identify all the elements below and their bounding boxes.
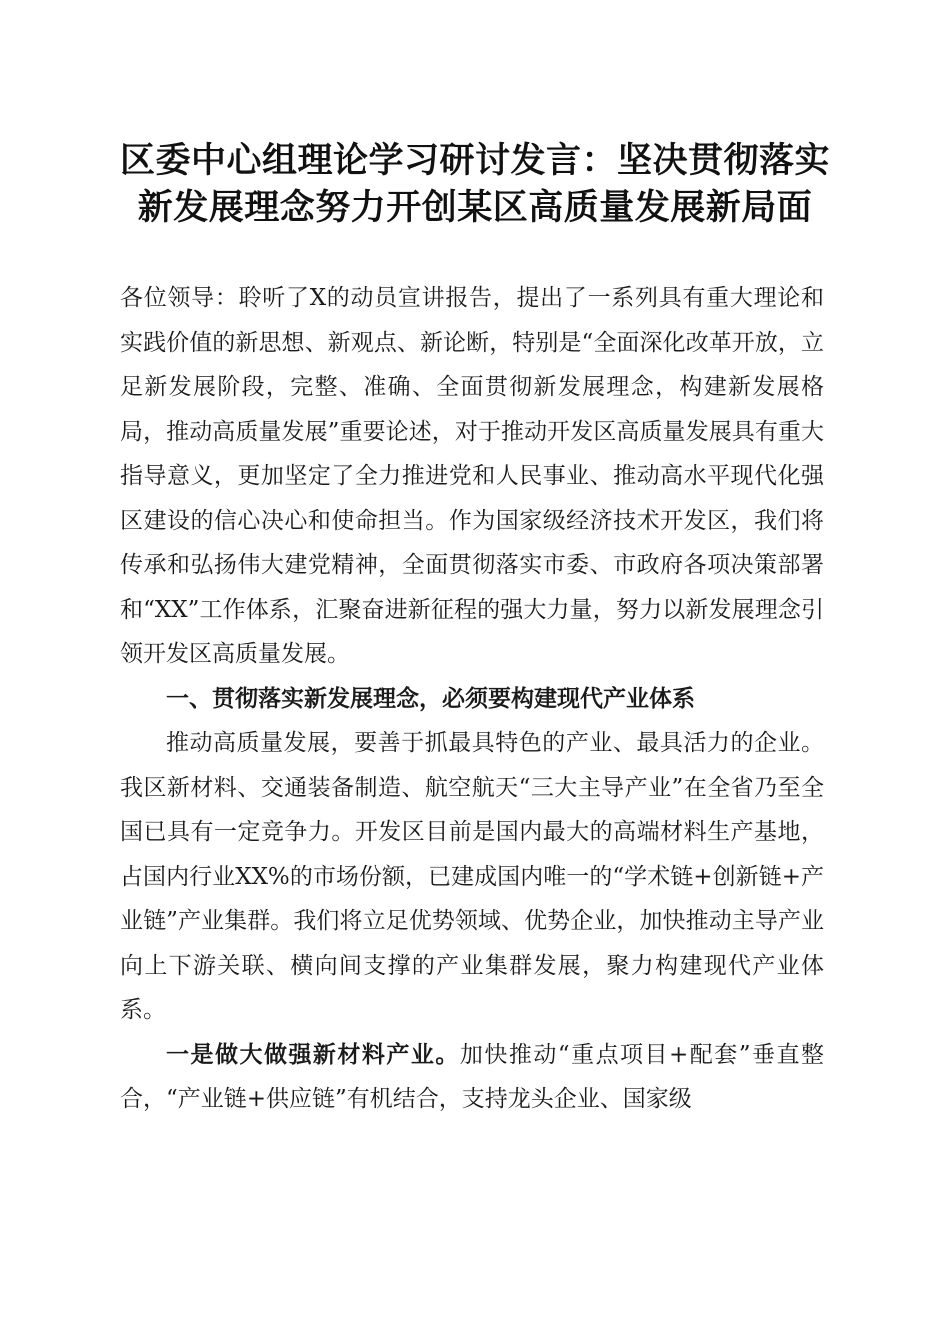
section-heading-1: 一、贯彻落实新发展理念，必须要构建现代产业体系 [166, 685, 695, 712]
paragraph-new-materials [120, 1033, 824, 1122]
paragraph-industry-system: 推动高质量发展，要善于抓最具特色的产业、最具活力的企业。我区新材料、交通装备制造、航空航天“三大主导产业”在全省乃至全国已具有一定竞争力。开发区目前是国内最大的高端材料生产基地，占国内行业XX%的市场份额，已建成国内唯一的“学术链+创新链+产业链”产业集群。我们将立足优势领域、优势企业，加快推动主导产业向上下游关联、横向间支撑的产业集群发展，聚力构建现代产业体系。 [120, 730, 824, 1023]
paragraph-salutation: 各位领导：聆听了X的动员宣讲报告，提出了一系列具有重大理论和实践价值的新思想、新观点、新论断，特别是“全面深化改革开放，立足新发展阶段，完整、准确、全面贯彻新发展理念，构建新发展格局，推动高质量发展”重要论述，对于推动开发区高质量发展具有重大指导意义，更加坚定了全力推进党和人民事业、推动高水平现代化强区建设的信心决心和使命担当。作为国家级经济技术开发区，我们将传承和弘扬伟大建党精神，全面贯彻落实市委、市政府各项决策部署和“XX”工作体系，汇聚奋进新征程的强大力量，努力以新发展理念引领开发区高质量发展。 [120, 285, 824, 667]
paragraph-lead-phrase: 一是做大做强新材料产业。 [166, 1040, 460, 1068]
paragraph-continuation: 加快推动“重点项目+配套”垂直整合，“产业链+供应链”有机结合，支持龙头企业、国家级 [120, 1041, 824, 1112]
document-title [100, 137, 850, 231]
document-body [120, 276, 824, 1122]
title-line-2: 新发展理念努力开创某区高质量发展新局面 [137, 187, 813, 228]
title-line-1: 区委中心组理论学习研讨发言：坚决贯彻落实 [119, 140, 830, 181]
